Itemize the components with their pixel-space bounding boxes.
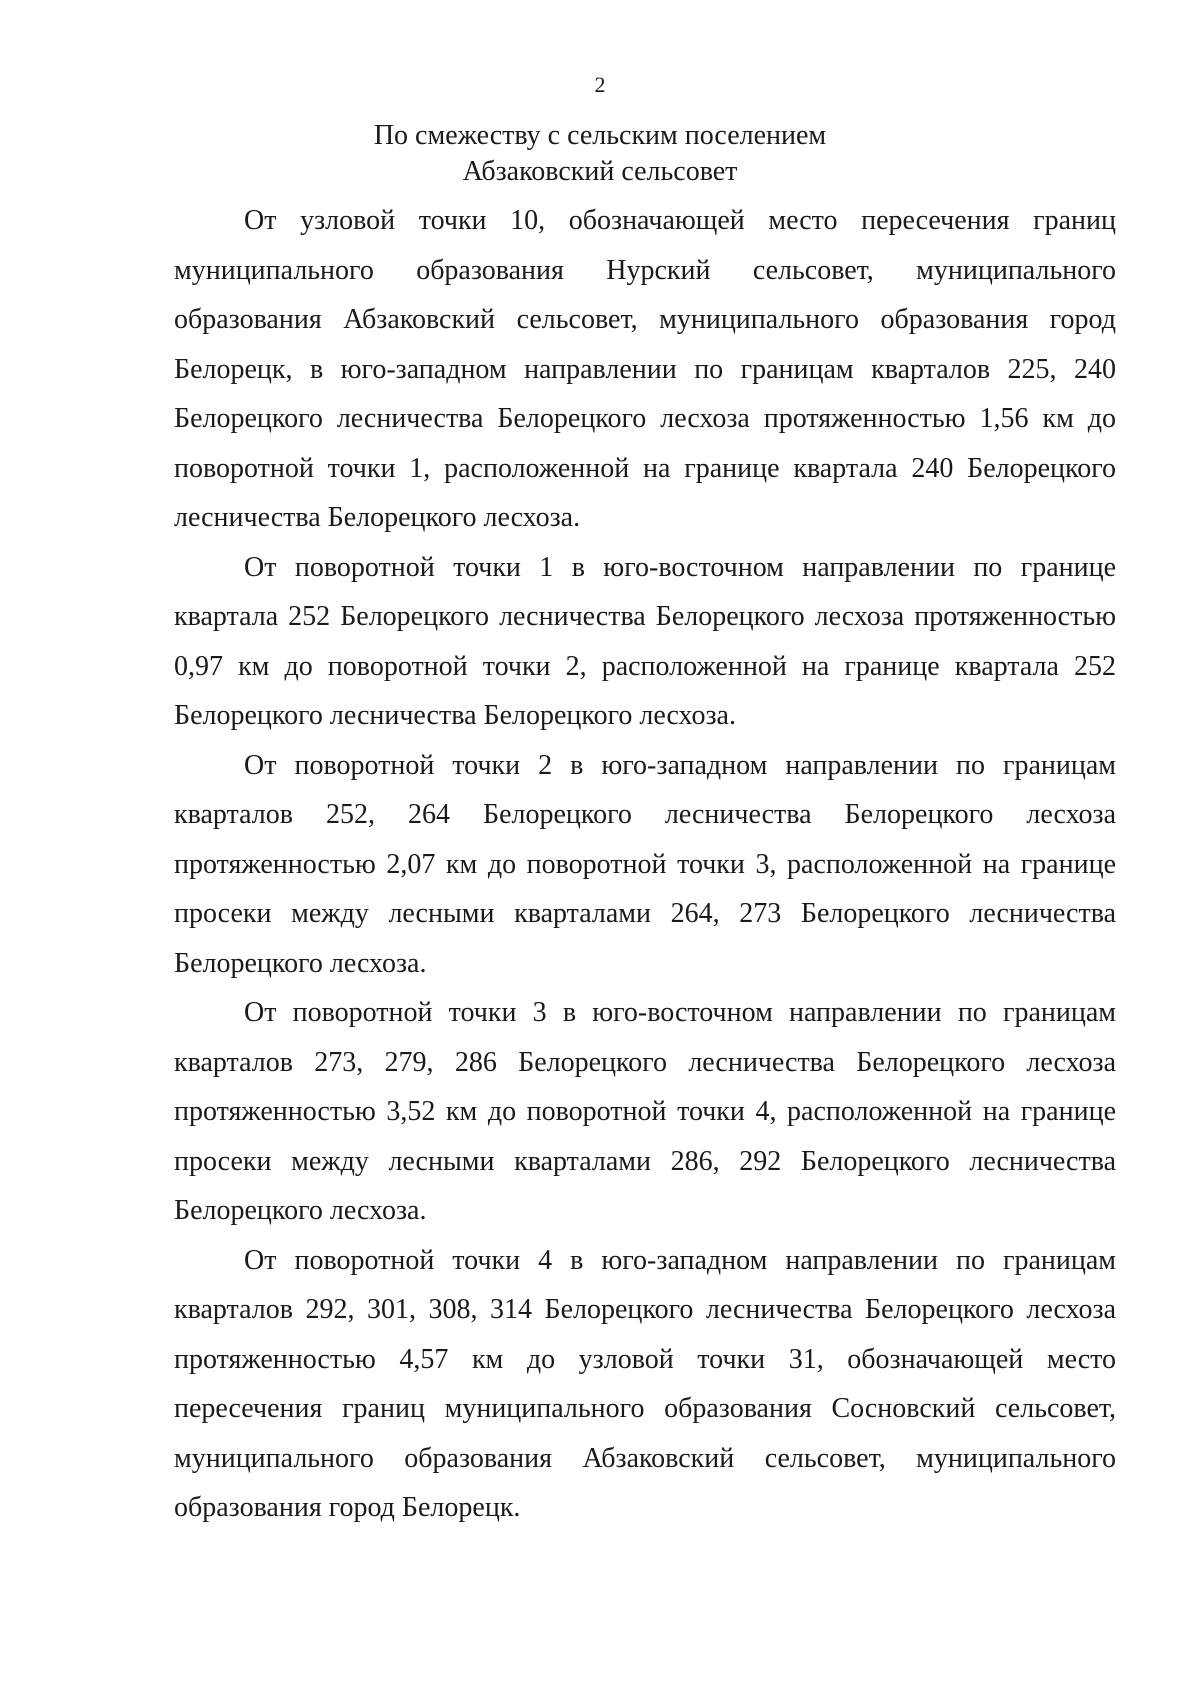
paragraph-1: От узловой точки 10, обозначающей место пересечения границ муниципального образования Нурский сельсовет, муниципального образования Абзаковский сельсовет, муниципального образования город Белорецк, в юго-западном направлении по границам кварталов 225, 240 Белорецкого лесничества Белорецкого лесхоза протяженностью 1,56 км до поворотной точки 1, расположенной на границе квартала 240 Белорецкого лесничества Белорецкого лесхоза.: [174, 205, 1116, 533]
page-number: 2: [594, 72, 606, 97]
heading-line-1: По смежеству с сельским поселением: [373, 120, 827, 151]
paragraph-4: От поворотной точки 3 в юго-восточном направлении по границам кварталов 273, 279, 286 Белорецкого лесничества Белорецкого лесхоза протяженностью 3,52 км до поворотной точки 4, расположенной на границе просеки между лесными кварталами 286, 292 Белорецкого лесничества Белорецкого лесхоза.: [174, 997, 1116, 1226]
paragraph-3: От поворотной точки 2 в юго-западном направлении по границам кварталов 252, 264 Белорецкого лесничества Белорецкого лесхоза протяженностью 2,07 км до поворотной точки 3, расположенной на границе просеки между лесными кварталами 264, 273 Белорецкого лесничества Белорецкого лесхоза.: [174, 749, 1116, 979]
paragraph-2: От поворотной точки 1 в юго-восточном направлении по границе квартала 252 Белорецкого лесничества Белорецкого лесхоза протяженностью 0,97 км до поворотной точки 2, расположенной на границе квартала 252 Белорецкого лесничества Белорецкого лесхоза.: [174, 551, 1116, 731]
paragraph-5: От поворотной точки 4 в юго-западном направлении по границам кварталов 292, 301, 308, 314 Белорецкого лесничества Белорецкого лесхоза протяженностью 4,57 км до узловой точки 31, обозначающей место пересечения границ муниципального образования Сосновский сельсовет, муниципального образования Абзаковский сельсовет, муниципального образования город Белорецк.: [174, 1244, 1116, 1523]
heading-line-2: Абзаковский сельсовет: [462, 156, 738, 187]
section-heading: [0, 118, 1200, 190]
document-body: [174, 196, 1116, 1533]
